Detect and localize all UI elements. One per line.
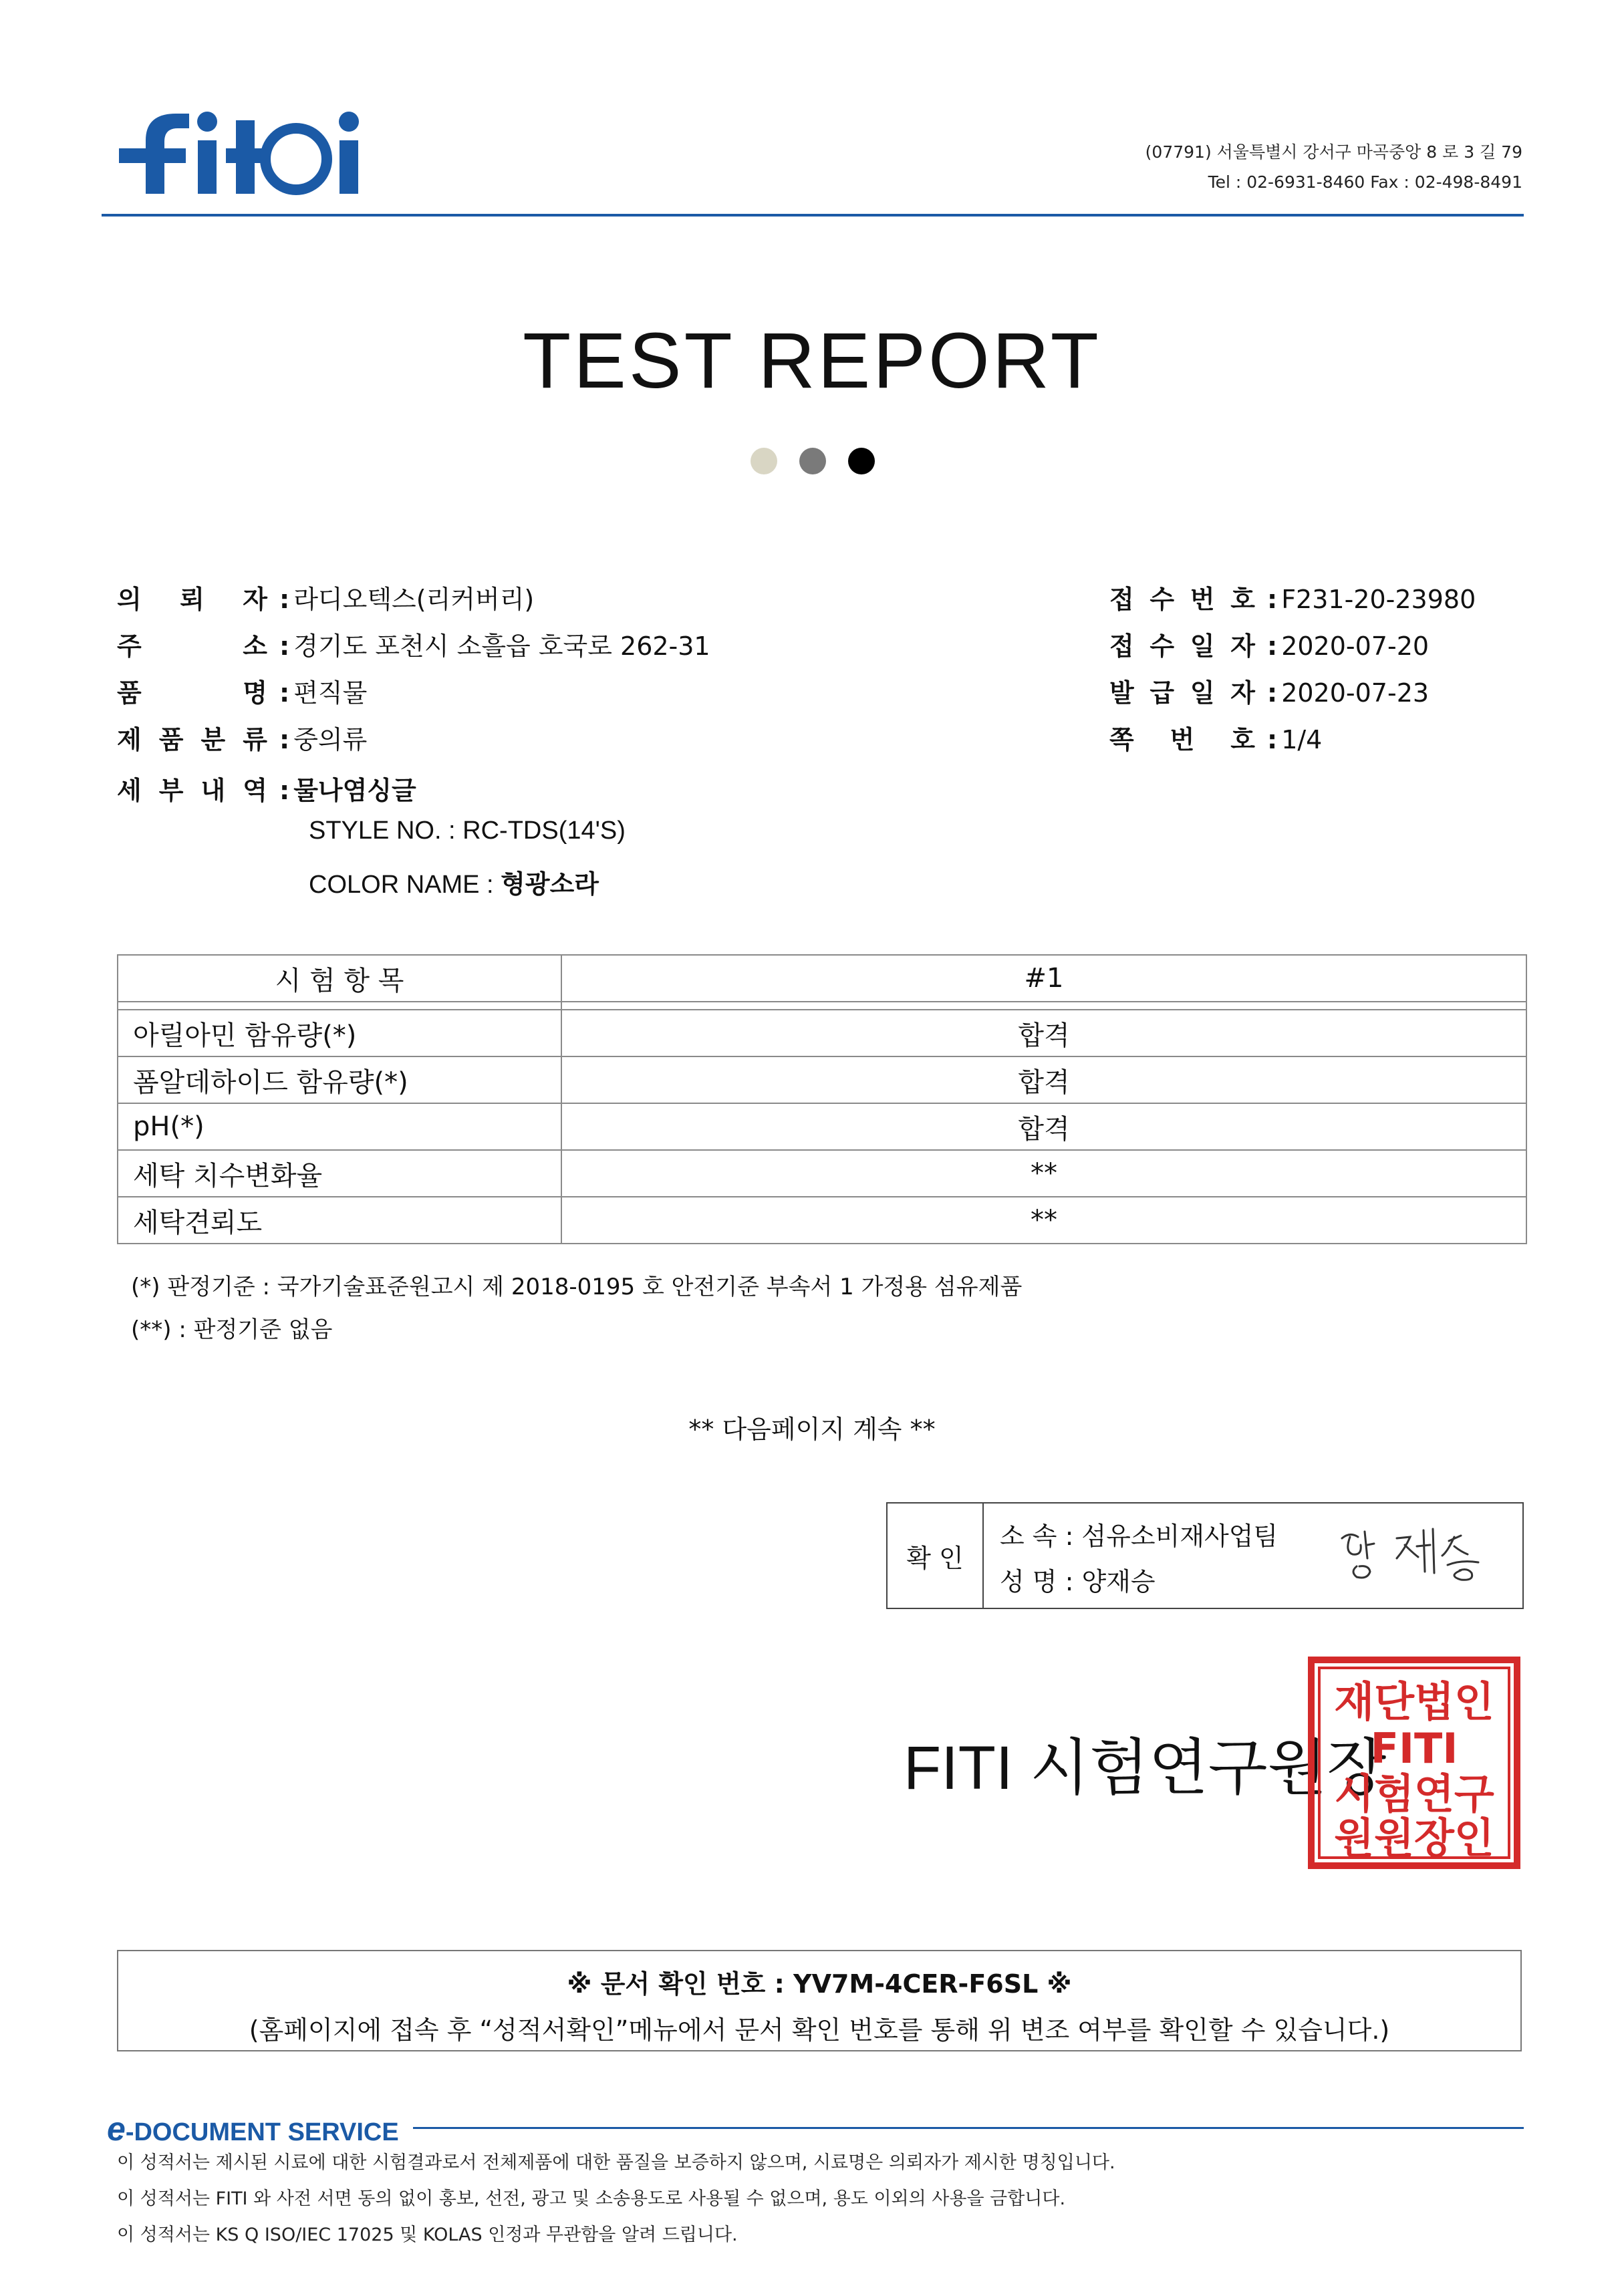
- label-char: 주: [117, 631, 142, 661]
- info-row: [1109, 719, 1322, 756]
- footer-line-2: 이 성적서는 FITI 와 사전 서면 동의 없이 홍보, 선전, 광고 및 소송용도로 사용될 수 없으며, 용도 이외의 사용을 금합니다.: [117, 2188, 1066, 2209]
- info-label: [1109, 625, 1255, 662]
- details-row: [117, 770, 416, 807]
- info-label: [117, 579, 267, 615]
- result-cell: **: [561, 1150, 1526, 1197]
- info-value: 2020-07-23: [1281, 678, 1430, 708]
- official-seal: [1307, 1656, 1521, 1870]
- label-char: 류: [243, 725, 267, 754]
- label-char: 일: [1190, 631, 1215, 661]
- label-char: 자: [1230, 631, 1255, 661]
- label-char: 품: [158, 725, 184, 754]
- label-char: 세: [117, 776, 142, 805]
- document-verification-box: [117, 1950, 1522, 2051]
- dot-1: [751, 448, 777, 474]
- company-phone: Tel : 02-6931-8460 Fax : 02-498-8491: [1208, 172, 1522, 192]
- test-results-table: [117, 954, 1527, 1244]
- header-test-item: 시 험 항 목: [118, 955, 561, 1002]
- dot-2: [799, 448, 826, 474]
- result-cell: 합격: [561, 1010, 1526, 1056]
- test-item-cell: pH(*): [118, 1103, 561, 1150]
- note-criteria: (*) 판정기준 : 국가기술표준원고시 제 2018-0195 호 안전기준 부속서 1 가정용 섬유제품: [131, 1274, 1023, 1300]
- label-char: 뢰: [180, 585, 205, 614]
- info-row: [1109, 579, 1476, 615]
- color-name-label: COLOR NAME :: [309, 871, 501, 899]
- label-char: 소: [243, 631, 267, 661]
- signature: [1330, 1512, 1497, 1585]
- label-char: 접: [1109, 585, 1134, 614]
- service-text: -DOCUMENT SERVICE: [125, 2118, 399, 2146]
- confirm-name: 성 명 : 양재승: [1000, 1567, 1156, 1596]
- dot-3: [848, 448, 875, 474]
- note-no-criteria: (**) : 판정기준 없음: [131, 1316, 333, 1343]
- label-char: 의: [117, 585, 142, 614]
- info-row: [117, 579, 534, 615]
- colon: :: [279, 725, 290, 754]
- label-char: 수: [1149, 585, 1175, 614]
- info-label: [117, 672, 267, 709]
- result-cell: **: [561, 1197, 1526, 1244]
- e-letter: e: [107, 2110, 126, 2148]
- colon: :: [279, 631, 290, 661]
- document-check-number: ※ 문서 확인 번호 : YV7M-4CER-F6SL ※: [567, 1969, 1072, 1999]
- info-label: [1109, 672, 1255, 709]
- label-char: 자: [1230, 678, 1255, 708]
- label-char: 자: [243, 585, 267, 614]
- table-row: [118, 1197, 1526, 1244]
- table-row: [118, 1056, 1526, 1103]
- colon: :: [279, 678, 290, 708]
- e-document-service-label: [107, 2110, 399, 2148]
- footer-line-1: 이 성적서는 제시된 시료에 대한 시험결과로서 전체제품에 대한 품질을 보증하지 않으며, 시료명은 의뢰자가 제시한 명칭입니다.: [117, 2152, 1115, 2173]
- result-cell: 합격: [561, 1056, 1526, 1103]
- test-item-cell: 아릴아민 함유량(*): [118, 1010, 561, 1056]
- table-row: [118, 1103, 1526, 1150]
- test-item-cell: 세탁견뢰도: [118, 1197, 561, 1244]
- colon: :: [279, 585, 290, 614]
- info-label: [117, 625, 267, 662]
- info-value: 2020-07-20: [1281, 631, 1430, 661]
- label-char: 수: [1149, 631, 1175, 661]
- seal-text: FITI: [1370, 1724, 1458, 1773]
- seal-text: 재단법인: [1334, 1677, 1494, 1726]
- label-char: 쪽: [1109, 725, 1134, 754]
- label-char: 호: [1230, 725, 1255, 754]
- continued-notice: ** 다음페이지 계속 **: [688, 1415, 936, 1444]
- label-char: 분: [200, 725, 226, 754]
- info-value: 중의류: [293, 725, 368, 754]
- label-char: 제: [117, 725, 142, 754]
- info-row: [117, 672, 367, 709]
- colon: :: [1267, 631, 1278, 661]
- info-value: 편직물: [293, 678, 368, 708]
- style-number: STYLE NO. : RC-TDS(14'S): [309, 817, 626, 845]
- table-row: [118, 1150, 1526, 1197]
- details-label: [117, 770, 267, 807]
- result-cell: 합격: [561, 1103, 1526, 1150]
- label-char: 접: [1109, 631, 1134, 661]
- label-char: 역: [243, 776, 267, 805]
- info-label: [1109, 719, 1255, 756]
- label-char: 호: [1230, 585, 1255, 614]
- confirm-label: 확 인: [888, 1504, 984, 1608]
- table-header-row: [118, 955, 1526, 1002]
- label-char: 발: [1109, 678, 1134, 708]
- table-row: [118, 1010, 1526, 1056]
- company-address: (07791) 서울특별시 강서구 마곡중앙 8 로 3 길 79: [1145, 142, 1522, 162]
- document-check-instructions: (홈페이지에 접속 후 “성적서확인”메뉴에서 문서 확인 번호를 통해 위 변조 여부를 확인할 수 있습니다.): [249, 2015, 1390, 2045]
- info-value: 라디오텍스(리커버리): [293, 585, 535, 614]
- label-char: 번: [1170, 725, 1195, 754]
- header-divider: [102, 214, 1524, 217]
- test-item-cell: 폼알데하이드 함유량(*): [118, 1056, 561, 1103]
- footer-divider: [413, 2127, 1524, 2129]
- seal-text: 시험연구: [1334, 1769, 1494, 1818]
- seal-text: 원원장인: [1334, 1814, 1494, 1862]
- test-item-cell: 세탁 치수변화율: [118, 1150, 561, 1197]
- info-value: 경기도 포천시 소흘읍 호국로 262-31: [293, 631, 710, 661]
- label-char: 급: [1149, 678, 1175, 708]
- label-char: 번: [1190, 585, 1215, 614]
- confirm-department: 소 속 : 섬유소비재사업팀: [1000, 1522, 1278, 1551]
- info-row: [1109, 625, 1429, 662]
- info-label: [117, 719, 267, 756]
- label-char: 내: [200, 776, 226, 805]
- info-row: [117, 719, 367, 756]
- colon: :: [1267, 725, 1278, 754]
- info-label: [1109, 579, 1255, 615]
- header-sample: #1: [561, 955, 1526, 1002]
- details-value: 물나염싱글: [293, 776, 416, 805]
- label-char: 일: [1190, 678, 1215, 708]
- color-name-row: [309, 863, 599, 900]
- fiti-logo: [119, 94, 373, 200]
- report-title: TEST REPORT: [523, 317, 1101, 405]
- label-char: 품: [117, 678, 142, 708]
- color-name-value: 형광소라: [501, 871, 599, 899]
- info-row: [1109, 672, 1429, 709]
- colon: :: [279, 776, 290, 805]
- info-value: 1/4: [1281, 725, 1323, 754]
- label-char: 명: [243, 678, 267, 708]
- label-char: 부: [158, 776, 184, 805]
- director-title: FITI 시험연구원장: [904, 1734, 1387, 1802]
- colon: :: [1267, 678, 1278, 708]
- info-row: [117, 625, 710, 662]
- colon: :: [1267, 585, 1278, 614]
- info-value: F231-20-23980: [1281, 585, 1476, 614]
- footer-line-3: 이 성적서는 KS Q ISO/IEC 17025 및 KOLAS 인정과 무관함을 알려 드립니다.: [117, 2225, 738, 2245]
